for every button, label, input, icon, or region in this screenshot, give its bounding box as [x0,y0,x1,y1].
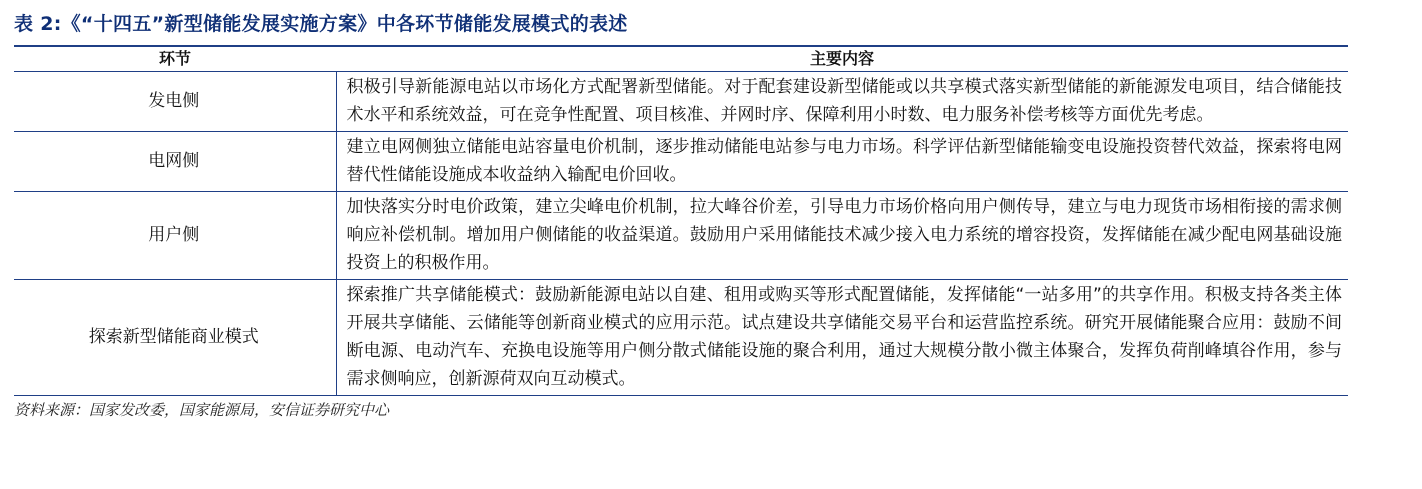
table-row [14,280,1348,396]
source-note: 资料来源：国家发改委，国家能源局，安信证券研究中心 [14,401,390,419]
report-page [14,10,1348,421]
header-content: 主要内容 [336,47,1348,72]
row-content: 探索推广共享储能模式：鼓励新能源电站以自建、租用或购买等形式配置储能，发挥储能“一站多用”的共享作用。积极支持各类主体开展共享储能、云储能等创新商业模式的应用示范。试点建设共享储能交易平台和运营监控系统。研究开展储能聚合应用：鼓励不间断电源、电动汽车、充换电设施等用户侧分散式储能设施的聚合利用，通过大规模分散小微主体聚合，发挥负荷削峰填谷作用，参与需求侧响应，创新源荷双向互动模式。 [336,280,1348,396]
row-category: 用户侧 [14,192,336,280]
row-category: 探索新型储能商业模式 [14,280,336,396]
table-body [14,72,1348,396]
row-content: 加快落实分时电价政策，建立尖峰电价机制，拉大峰谷价差，引导电力市场价格向用户侧传导，建立与电力现货市场相衔接的需求侧响应补偿机制。增加用户侧储能的收益渠道。鼓励用户采用储能技术减少接入电力系统的增容投资，发挥储能在减少配电网基础设施投资上的积极作用。 [336,192,1348,280]
header-row [14,47,1348,72]
header-segment: 环节 [14,47,336,72]
row-category: 电网侧 [14,132,336,192]
table-row [14,72,1348,132]
row-category: 发电侧 [14,72,336,132]
table-row [14,192,1348,280]
row-content: 建立电网侧独立储能电站容量电价机制，逐步推动储能电站参与电力市场。科学评估新型储能输变电设施投资替代效益，探索将电网替代性储能设施成本收益纳入输配电价回收。 [336,132,1348,192]
table-title: 表 2:《“十四五”新型储能发展实施方案》中各环节储能发展模式的表述 [14,13,628,35]
row-content: 积极引导新能源电站以市场化方式配署新型储能。对于配套建设新型储能或以共享模式落实新型储能的新能源发电项目，结合储能技术水平和系统效益，可在竞争性配置、项目核准、并网时序、保障利用小时数、电力服务补偿考核等方面优先考虑。 [336,72,1348,132]
storage-policy-table [14,47,1348,396]
table-row [14,132,1348,192]
table-header [14,47,1348,72]
